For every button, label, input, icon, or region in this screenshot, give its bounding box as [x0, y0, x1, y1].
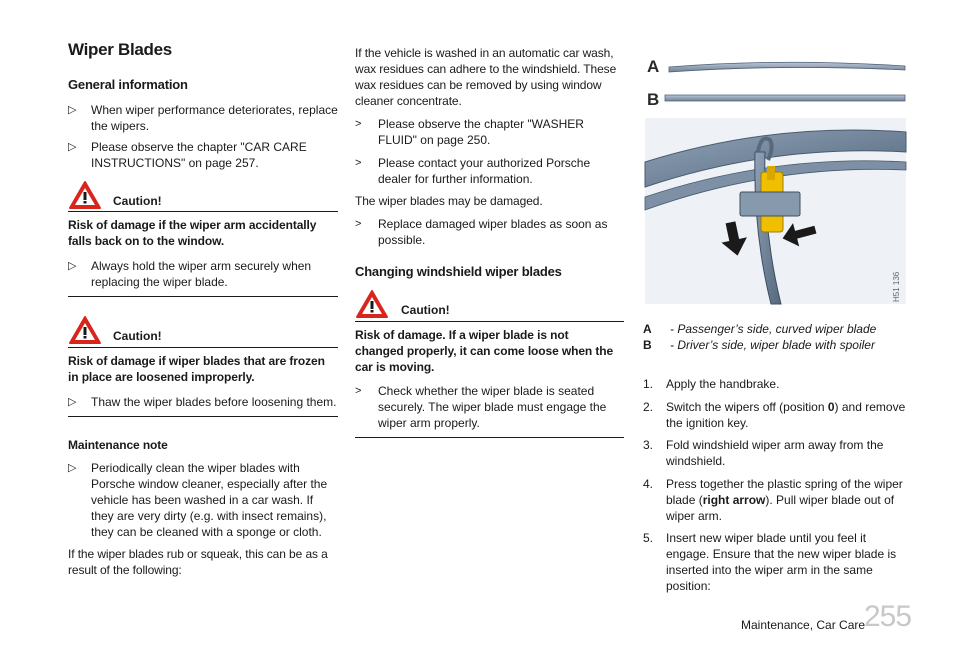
arrow-marker-icon: >	[355, 118, 362, 130]
caution-text: Risk of damage if wiper blades that are frozen in place are loosened improperly.	[68, 354, 325, 384]
bullet-triangle-icon: ▷	[68, 462, 77, 474]
caution-label: Caution!	[113, 194, 162, 208]
paragraph: The wiper blades may be damaged.	[355, 194, 543, 208]
page-title: Wiper Blades	[68, 40, 172, 59]
wiper-blade-figure	[643, 52, 908, 307]
figure-code: H51 136	[892, 271, 901, 302]
divider	[355, 321, 624, 322]
paragraph: If the wiper blades rub or squeak, this can be as a result of the following:	[68, 547, 328, 577]
warning-triangle-icon	[68, 315, 102, 345]
general-information-heading: General information	[68, 77, 188, 92]
divider	[355, 437, 624, 438]
divider	[68, 296, 338, 297]
figure-label-a: A	[647, 57, 660, 76]
bullet-triangle-icon: ▷	[68, 141, 77, 153]
bullet-triangle-icon: ▷	[68, 104, 77, 116]
warning-triangle-icon	[68, 180, 102, 210]
maintenance-note-heading: Maintenance note	[68, 438, 168, 452]
page-number: 255	[864, 600, 912, 633]
changing-wiper-blades-heading: Changing windshield wiper blades	[355, 264, 562, 279]
divider	[68, 347, 338, 348]
footer-section-name: Maintenance, Car Care	[741, 618, 866, 632]
caution-text: Risk of damage if the wiper arm accidentally falls back on to the window.	[68, 218, 317, 248]
bullet-triangle-icon: ▷	[68, 260, 77, 272]
caution-text: Risk of damage. If a wiper blade is not changed properly, it can come loose when the car is moving.	[355, 328, 614, 374]
caution-label: Caution!	[113, 329, 162, 343]
divider	[68, 416, 338, 417]
arrow-marker-icon: >	[355, 385, 362, 397]
warning-triangle-icon	[355, 289, 389, 319]
divider	[68, 211, 338, 212]
paragraph: If the vehicle is washed in an automatic car wash, wax residues can adhere to the windshield. These wax residues can be removed by using window cleaner concentrate.	[355, 46, 617, 108]
figure-label-b: B	[647, 90, 660, 109]
arrow-marker-icon: >	[355, 218, 362, 230]
caution-label: Caution!	[401, 303, 450, 317]
bullet-triangle-icon: ▷	[68, 396, 77, 408]
arrow-marker-icon: >	[355, 157, 362, 169]
